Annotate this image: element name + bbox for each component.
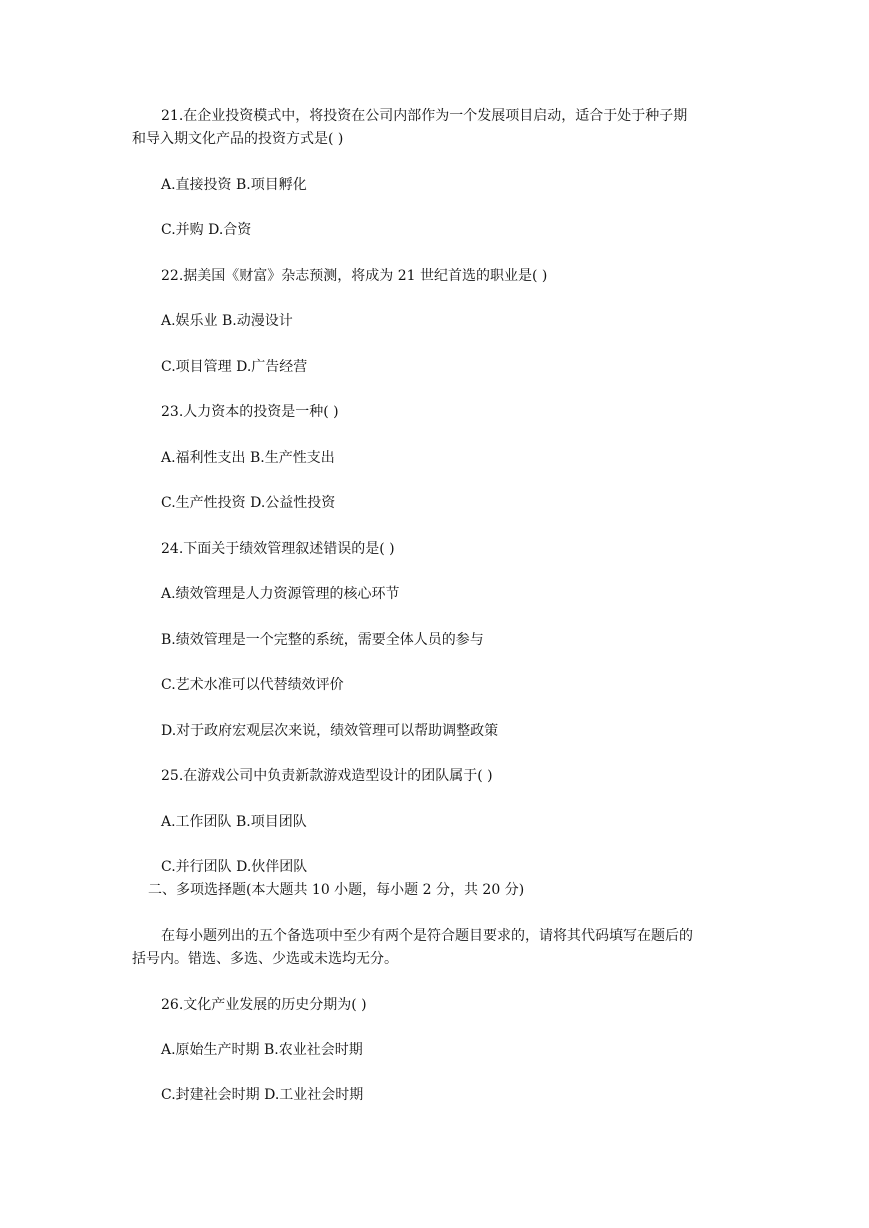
question-23-text: 23.人力资本的投资是一种( ) [161,404,339,420]
question-22-options-ab: A.娱乐业 B.动漫设计 [161,313,293,329]
question-26-options-ab: A.原始生产时期 B.农业社会时期 [161,1042,363,1058]
question-21-text: 21.在企业投资模式中，将投资在公司内部作为一个发展项目启动，适合于处于种子期 [161,108,688,124]
question-26-options-cd: C.封建社会时期 D.工业社会时期 [161,1087,364,1103]
question-21-options-cd: C.并购 D.合资 [161,222,252,238]
question-25-options-cd: C.并行团队 D.伙伴团队 [161,859,308,875]
question-24-option-b: B.绩效管理是一个完整的系统，需要全体人员的参与 [161,632,484,648]
section-2-instructions: 在每小题列出的五个备选项中至少有两个是符合题目要求的，请将其代码填写在题后的 [161,928,693,944]
question-24-option-d: D.对于政府宏观层次来说，绩效管理可以帮助调整政策 [161,723,499,739]
question-25-options-ab: A.工作团队 B.项目团队 [161,814,307,830]
question-24-option-a: A.绩效管理是人力资源管理的核心环节 [161,586,400,602]
question-25-text: 25.在游戏公司中负责新款游戏造型设计的团队属于( ) [161,768,493,784]
section-2-instructions-cont: 括号内。错选、多选、少选或未选均无分。 [132,951,398,967]
section-2-title: 二、多项选择题(本大题共 10 小题，每小题 2 分，共 20 分) [148,882,525,898]
question-26-text: 26.文化产业发展的历史分期为( ) [161,997,367,1013]
question-23-options-cd: C.生产性投资 D.公益性投资 [161,495,336,511]
question-24-text: 24.下面关于绩效管理叙述错误的是( ) [161,541,395,557]
question-21-text-cont: 和导入期文化产品的投资方式是( ) [132,131,344,147]
question-22-text: 22.据美国《财富》杂志预测，将成为 21 世纪首选的职业是( ) [161,268,548,284]
question-24-option-c: C.艺术水准可以代替绩效评价 [161,677,344,693]
question-21-options-ab: A.直接投资 B.项目孵化 [161,177,307,193]
question-23-options-ab: A.福利性支出 B.生产性支出 [161,450,335,466]
question-22-options-cd: C.项目管理 D.广告经营 [161,359,308,375]
